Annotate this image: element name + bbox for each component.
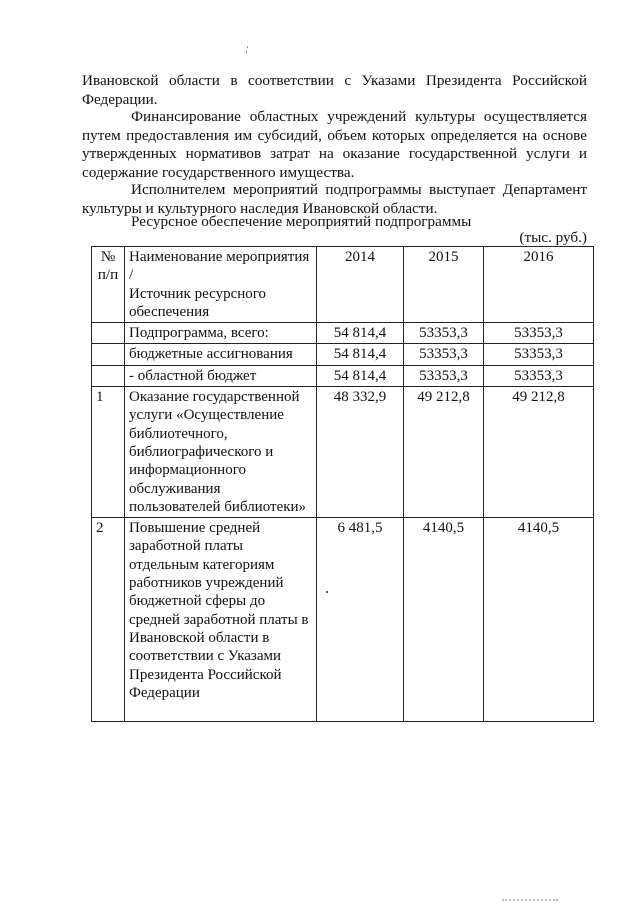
- header-year-2014: 2014: [317, 247, 404, 323]
- header-name-line1: Наименование мероприятия /: [129, 249, 310, 284]
- row-name: бюджетные ассигнования: [125, 344, 317, 365]
- resource-table: [91, 246, 594, 722]
- footer-scan-marks: [502, 899, 558, 903]
- table-caption: Ресурсное обеспечение мероприятий подпрограммы: [131, 213, 472, 230]
- row-name: Подпрограмма, всего:: [125, 323, 317, 344]
- scan-speck: [247, 46, 248, 48]
- paragraph-financing: Финансирование областных учреждений культуры осуществляется путем предоставления им субсидий, объем которых определяется на основе утвержденных нормативов затрат на оказание государственной услуги и содержание государственного имущества.: [82, 108, 587, 181]
- table-row: [92, 344, 594, 365]
- row-value-2015: 4140,5: [404, 518, 484, 722]
- row-name: - областной бюджет: [125, 365, 317, 386]
- row-value-2016: 4140,5: [484, 518, 594, 722]
- row-value-2015: 49 212,8: [404, 387, 484, 518]
- table-row: [92, 387, 594, 518]
- row-value-2014: 54 814,4: [317, 365, 404, 386]
- row-value-2014: 48 332,9: [317, 387, 404, 518]
- header-name-line2: Источник ресурсного обеспечения: [129, 285, 267, 320]
- table-row: [92, 365, 594, 386]
- row-name: Оказание государственной услуги «Осуществление библиотечного, библиографического и информационного обслуживания пользователей библиотеки»: [125, 387, 317, 518]
- row-value-2014: 6 481,5: [317, 518, 404, 722]
- row-value-2016: 49 212,8: [484, 387, 594, 518]
- row-value-2014: 54 814,4: [317, 344, 404, 365]
- row-name: Повышение средней заработной платы отдельным категориям работников учреждений бюджетной сферы до средней заработной платы в Ивановской области в соответствии с Указами Президента Российской Федерации: [125, 518, 317, 722]
- table-header-row: [92, 247, 594, 323]
- paragraph-executor: Исполнителем мероприятий подпрограммы выступает Департамент культуры и культурного наследия Ивановской области.: [82, 181, 587, 217]
- row-index: [92, 344, 125, 365]
- row-value-2015: 53353,3: [404, 365, 484, 386]
- row-index: [92, 365, 125, 386]
- row-value-2016: 53353,3: [484, 323, 594, 344]
- row-value-2014: 54 814,4: [317, 323, 404, 344]
- row-index: 2: [92, 518, 125, 722]
- header-index: № п/п: [92, 247, 125, 323]
- table-row: [92, 323, 594, 344]
- header-year-2016: 2016: [484, 247, 594, 323]
- row-value-2015: 53353,3: [404, 323, 484, 344]
- header-year-2015: 2015: [404, 247, 484, 323]
- row-index: 1: [92, 387, 125, 518]
- scan-speck: [326, 591, 328, 593]
- row-index: [92, 323, 125, 344]
- units-label: (тыс. руб.): [519, 229, 587, 246]
- row-value-2016: 53353,3: [484, 344, 594, 365]
- row-value-2015: 53353,3: [404, 344, 484, 365]
- paragraph-intro: Ивановской области в соответствии с Указами Президента Российской Федерации.: [82, 72, 587, 108]
- row-value-2016: 53353,3: [484, 365, 594, 386]
- header-name: [125, 247, 317, 323]
- table-row: [92, 518, 594, 722]
- scan-speck: [246, 50, 247, 53]
